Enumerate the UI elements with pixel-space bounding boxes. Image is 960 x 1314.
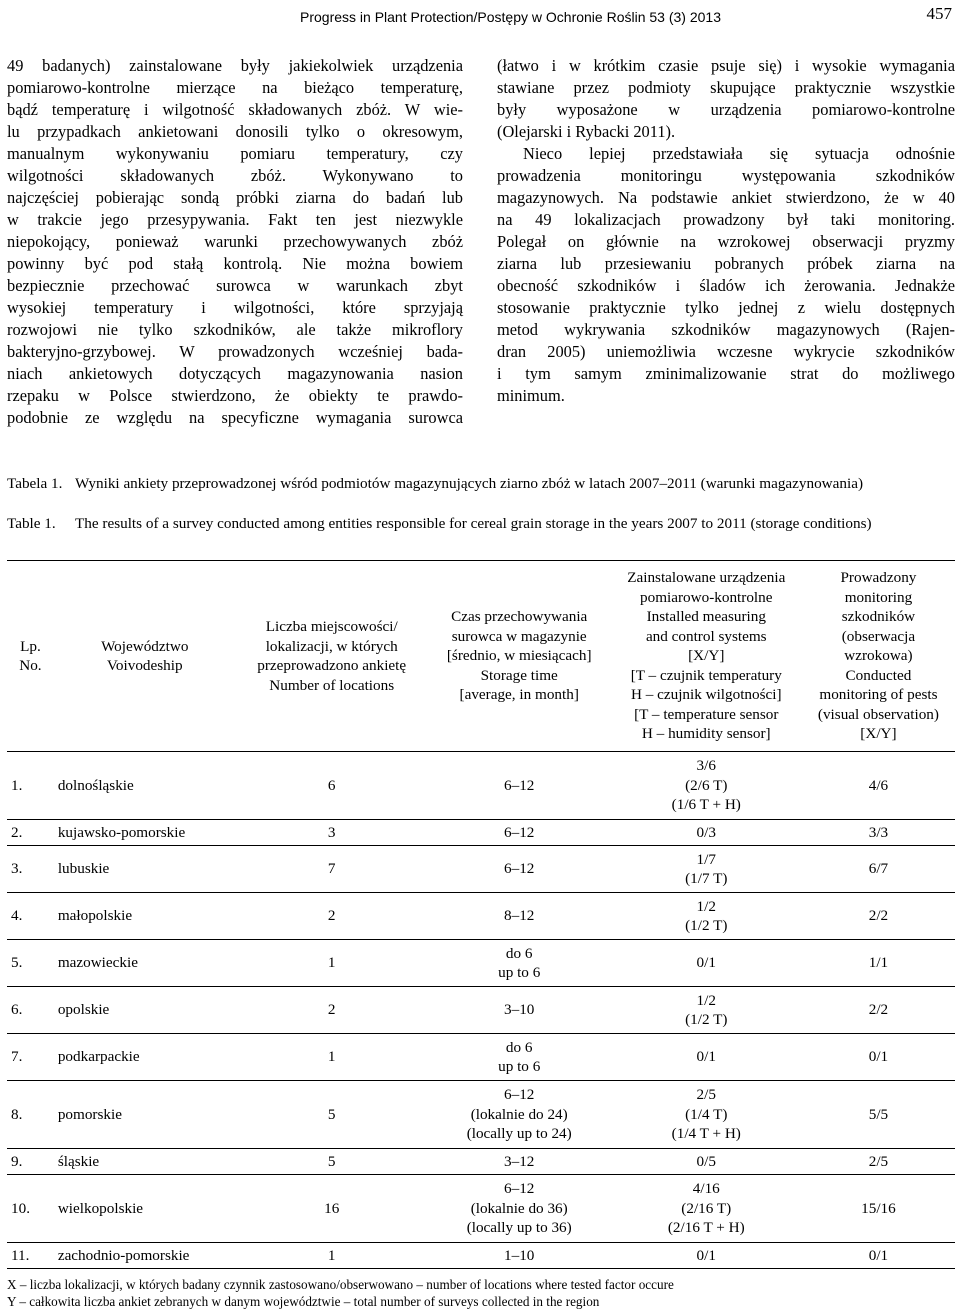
text-line: (łatwo i w krótkim czasie psuje się) i wysokie wymagania bbox=[497, 56, 955, 75]
header-line: lokalizacji, w których bbox=[265, 637, 398, 655]
header-line: [T – czujnik temperatury bbox=[630, 666, 782, 684]
cell-installed-line: 0/1 bbox=[696, 1048, 716, 1066]
cell-locations: 16 bbox=[324, 1199, 340, 1217]
header-locations bbox=[236, 561, 428, 752]
text-line: minimum. bbox=[497, 386, 565, 405]
cell-storage-time-line: 6–12 bbox=[504, 1086, 535, 1104]
text-line: manualnym wykonywaniu pomiaru temperatury, czy bbox=[7, 144, 463, 163]
text-line: rozwojowi nie tylko szkodników, ale także mikroflory bbox=[7, 320, 463, 339]
cell-voivodeship: dolnośląskie bbox=[57, 776, 134, 794]
table-row bbox=[7, 1175, 955, 1243]
cell-lp: 11. bbox=[11, 1246, 30, 1264]
text-line: metod wykrywania szkodników magazynowych (Rajen- bbox=[497, 320, 955, 339]
cell-installed bbox=[611, 1081, 802, 1149]
text-line: rzepaku w Polsce stwierdzono, że obiekty te prawdo- bbox=[7, 386, 463, 405]
header-line: [średnio, w miesiącach] bbox=[446, 647, 592, 665]
text-line: na 49 lokalizacjach prowadzony był taki monitoring. bbox=[497, 210, 955, 229]
table-row bbox=[7, 1243, 955, 1269]
cell-installed-line: (1/7 T) bbox=[685, 870, 728, 887]
header-line: Number of locations bbox=[269, 676, 395, 694]
cell-storage-time-line: 8–12 bbox=[504, 907, 535, 925]
cell-installed bbox=[611, 820, 802, 846]
cell-installed bbox=[611, 1175, 802, 1243]
cell-storage-time bbox=[428, 940, 611, 987]
text-line: bądź temperaturę i wilgotność składowanych zbóż. W wie- bbox=[7, 100, 463, 119]
table-row bbox=[7, 940, 955, 987]
cell-installed-line: 1/2 bbox=[696, 897, 716, 915]
cell-lp: 3. bbox=[11, 860, 23, 878]
header-lp bbox=[7, 561, 54, 752]
cell-lp: 2. bbox=[11, 823, 23, 841]
cell-monitoring: 5/5 bbox=[868, 1105, 889, 1123]
cell-installed-line: 1/7 bbox=[696, 850, 716, 868]
cell-lp: 5. bbox=[11, 954, 23, 972]
cell-storage-time-line: 6–12 bbox=[504, 1180, 535, 1198]
cell-installed-line: 0/1 bbox=[696, 1246, 716, 1264]
cell-storage-time-line: 6–12 bbox=[504, 776, 535, 794]
cell-storage-time-line: do 6 bbox=[505, 944, 533, 962]
text-line: najczęściej pobierając sondą próbki ziarna do badań lub bbox=[7, 188, 463, 207]
text-line: bakteryjno-grzybowej. W prowadzonych wcześniej bada- bbox=[7, 342, 463, 361]
header-line: surowca w magazynie bbox=[451, 627, 587, 645]
cell-monitoring: 0/1 bbox=[868, 1246, 889, 1264]
text-line: stawiane przez podmioty skupujące praktycznie wszystkie bbox=[497, 78, 955, 97]
cell-installed bbox=[611, 1243, 802, 1269]
cell-monitoring: 2/2 bbox=[868, 1001, 889, 1019]
cell-monitoring: 2/5 bbox=[868, 1152, 889, 1170]
cell-lp: 8. bbox=[11, 1105, 23, 1123]
note-x: X – liczba lokalizacji, w których badany czynnik zastosowano/obserwowano – number of locations where tested factor occure bbox=[7, 1277, 674, 1292]
cell-installed bbox=[611, 846, 802, 893]
cell-storage-time bbox=[428, 820, 611, 846]
cell-installed-line: (2/6 T) bbox=[685, 776, 728, 794]
cell-storage-time bbox=[428, 1149, 611, 1175]
cell-storage-time-line: do 6 bbox=[505, 1038, 533, 1056]
cell-installed-line: (1/2 T) bbox=[685, 917, 728, 934]
cell-locations: 1 bbox=[327, 1048, 336, 1066]
header-line: Conducted bbox=[845, 666, 912, 684]
text-line: (Olejarski i Rybacki 2011). bbox=[497, 122, 676, 141]
text-line: były wyposażone w urządzenia pomiarowo-kontrolne bbox=[497, 100, 955, 119]
text-line: bezpiecznie przechować surowca w warunkach zbyt bbox=[7, 276, 463, 295]
text-line: i tym samym zminimalizowanie strat do możliwego bbox=[497, 364, 955, 383]
cell-storage-time bbox=[428, 752, 611, 820]
text-line: wysokiej temperatury i wilgotności, które sprzyjają bbox=[7, 298, 463, 317]
header-line: H – humidity sensor] bbox=[641, 725, 771, 743]
header-line: Województwo bbox=[101, 637, 189, 655]
cell-storage-time-line: 1–10 bbox=[504, 1246, 535, 1264]
cell-installed-line: 0/1 bbox=[696, 954, 716, 972]
header-line: (visual observation) bbox=[817, 705, 939, 723]
cell-locations: 2 bbox=[327, 1001, 336, 1019]
header-line: Czas przechowywania bbox=[451, 608, 588, 626]
text-line: Polegał on głównie na wzrokowej obserwacji pryzmy bbox=[497, 232, 955, 251]
cell-monitoring: 3/3 bbox=[868, 823, 889, 841]
cell-monitoring: 15/16 bbox=[861, 1199, 896, 1217]
text-line: Nieco lepiej przedstawiała się sytuacja odnośnie bbox=[523, 144, 955, 163]
cell-voivodeship: lubuskie bbox=[57, 860, 110, 878]
cell-voivodeship: podkarpackie bbox=[57, 1048, 140, 1066]
header-line: pomiarowo-kontrolne bbox=[640, 588, 773, 606]
header-monitoring bbox=[802, 561, 955, 752]
text-line: niepokojący, ponieważ warunki przechowywanych zbóż bbox=[7, 232, 463, 251]
header-line: Prowadzony bbox=[840, 569, 917, 587]
table-row bbox=[7, 1034, 955, 1081]
cell-installed bbox=[611, 893, 802, 940]
text-line: wilgotności składowanych zbóż. Wykonywano to bbox=[7, 166, 463, 185]
header-line: No. bbox=[19, 657, 42, 674]
cell-storage-time-line: up to 6 bbox=[498, 964, 541, 981]
cell-storage-time bbox=[428, 846, 611, 893]
cell-installed bbox=[611, 940, 802, 987]
text-line: w trakcie jego przesypywania. Fakt ten jest niezwykle bbox=[7, 210, 463, 229]
cell-lp: 4. bbox=[11, 907, 23, 925]
cell-monitoring: 0/1 bbox=[868, 1048, 889, 1066]
cell-voivodeship: kujawsko-pomorskie bbox=[57, 823, 186, 841]
table-body bbox=[7, 752, 955, 1269]
cell-voivodeship: zachodnio-pomorskie bbox=[57, 1246, 190, 1264]
table-header-row bbox=[7, 561, 955, 752]
cell-lp: 1. bbox=[11, 776, 23, 794]
text-line: powinny być pod stałą kontrolą. Nie można bowiem bbox=[7, 254, 463, 273]
text-line: niach ankietowych dotyczących magazynowania nasion bbox=[7, 364, 463, 383]
caption-text-en: The results of a survey conducted among entities responsible for cereal grain storage in the years 2007 to 2011 (storage conditions) bbox=[75, 515, 872, 532]
cell-installed-line: (1/4 T) bbox=[685, 1105, 728, 1123]
cell-locations: 7 bbox=[327, 860, 336, 878]
header-line: [X/Y] bbox=[860, 725, 897, 743]
header-line: monitoring of pests bbox=[819, 686, 938, 704]
cell-storage-time-line: (locally up to 36) bbox=[466, 1219, 572, 1237]
results-table bbox=[7, 560, 955, 1269]
header-line: Voivodeship bbox=[106, 657, 183, 674]
cell-storage-time bbox=[428, 893, 611, 940]
cell-lp: 9. bbox=[11, 1152, 23, 1170]
table-notes bbox=[7, 1276, 957, 1310]
cell-installed-line: 0/5 bbox=[696, 1152, 716, 1170]
header-voivodeship bbox=[54, 561, 236, 752]
page-header bbox=[0, 4, 960, 28]
text-line: 49 badanych) zainstalowane były jakiekolwiek urządzenia bbox=[7, 56, 463, 75]
table-caption-en bbox=[7, 514, 957, 533]
cell-installed-line: 0/3 bbox=[696, 823, 716, 841]
caption-label-en: Table 1. bbox=[7, 515, 56, 532]
cell-storage-time-line: (locally up to 24) bbox=[466, 1125, 572, 1143]
text-line: magazynowych. Na podstawie ankiet stwierdzono, że w 40 bbox=[497, 188, 955, 207]
cell-storage-time-line: 6–12 bbox=[504, 860, 535, 878]
cell-installed-line: (2/16 T) bbox=[681, 1199, 732, 1217]
cell-installed bbox=[611, 987, 802, 1034]
left-column bbox=[7, 55, 463, 429]
cell-installed bbox=[611, 1034, 802, 1081]
header-line: (obserwacja bbox=[841, 627, 916, 645]
cell-installed bbox=[611, 752, 802, 820]
cell-installed-line: 2/5 bbox=[696, 1086, 716, 1104]
text-line: prowadzenia monitoringu występowania szkodników bbox=[497, 166, 955, 185]
cell-monitoring: 6/7 bbox=[868, 860, 889, 878]
text-line: dran 2005) uniemożliwia wczesne wykrycie szkodników bbox=[497, 342, 955, 361]
cell-lp: 10. bbox=[11, 1199, 30, 1217]
header-line: Zainstalowane urządzenia bbox=[627, 569, 786, 587]
cell-voivodeship: śląskie bbox=[57, 1152, 100, 1170]
header-line: Liczba miejscowości/ bbox=[265, 618, 398, 635]
header-line: [T – temperature sensor bbox=[634, 705, 779, 723]
cell-storage-time-line: 6–12 bbox=[504, 823, 535, 841]
cell-installed-line: (1/4 T + H) bbox=[671, 1125, 741, 1143]
table-row bbox=[7, 846, 955, 893]
text-line: obecność szkodników i śladów ich żerowania. Jednakże bbox=[497, 276, 955, 295]
text-line: lu przypadkach ankietowani donosili tylko o okresowym, bbox=[7, 122, 463, 141]
text-line: ziarna lub przesiewaniu pobranych próbek ziarna na bbox=[497, 254, 955, 273]
page-number: 457 bbox=[926, 4, 952, 23]
caption-label-pl: Tabela 1. bbox=[7, 475, 63, 492]
cell-installed-line: 3/6 bbox=[696, 757, 716, 775]
cell-storage-time bbox=[428, 1175, 611, 1243]
header-line: wzrokowa) bbox=[844, 647, 913, 665]
cell-voivodeship: małopolskie bbox=[57, 907, 133, 925]
cell-lp: 6. bbox=[11, 1001, 23, 1019]
cell-storage-time-line: 3–10 bbox=[504, 1001, 535, 1019]
note-y: Y – całkowita liczba ankiet zebranych w danym województwie – total number of surveys collected in the region bbox=[7, 1294, 600, 1309]
cell-monitoring: 1/1 bbox=[868, 954, 889, 972]
cell-storage-time bbox=[428, 987, 611, 1034]
cell-voivodeship: wielkopolskie bbox=[57, 1199, 144, 1217]
header-storage-time bbox=[428, 561, 611, 752]
cell-storage-time-line: 3–12 bbox=[504, 1152, 535, 1170]
journal-title: Progress in Plant Protection/Postępy w Ochronie Roślin 53 (3) 2013 bbox=[300, 9, 721, 25]
cell-storage-time bbox=[428, 1243, 611, 1269]
cell-storage-time-line: (lokalnie do 24) bbox=[470, 1105, 568, 1123]
cell-installed-line: 4/16 bbox=[692, 1180, 720, 1198]
header-line: [average, in month] bbox=[459, 686, 579, 704]
cell-voivodeship: pomorskie bbox=[57, 1105, 122, 1123]
text-line: podobnie ze względu na specyficzne wymagania surowca bbox=[7, 408, 463, 427]
table-row bbox=[7, 987, 955, 1034]
cell-locations: 1 bbox=[327, 954, 336, 972]
cell-installed bbox=[611, 1149, 802, 1175]
header-line: H – czujnik wilgotności] bbox=[630, 686, 782, 704]
cell-locations: 5 bbox=[327, 1105, 336, 1123]
header-line: Lp. bbox=[20, 637, 41, 655]
cell-voivodeship: mazowieckie bbox=[57, 954, 138, 972]
cell-locations: 6 bbox=[327, 776, 336, 794]
text-line: stosowanie praktycznie tylko jednej z wielu dostępnych bbox=[497, 298, 955, 317]
header-line: przeprowadzono ankietę bbox=[257, 657, 407, 674]
cell-voivodeship: opolskie bbox=[57, 1001, 110, 1019]
caption-text-pl: Wyniki ankiety przeprowadzonej wśród podmiotów magazynujących ziarno zbóż w latach 2007–2011 (warunki magazynowania) bbox=[75, 475, 864, 492]
cell-locations: 3 bbox=[327, 823, 336, 841]
cell-installed-line: 1/2 bbox=[696, 991, 716, 1009]
cell-locations: 5 bbox=[327, 1152, 336, 1170]
text-line: pomiarowo-kontrolne mierzące na bieżąco temperaturę, bbox=[7, 78, 463, 97]
cell-installed-line: (2/16 T + H) bbox=[667, 1219, 745, 1237]
header-line: and control systems bbox=[645, 627, 767, 645]
table-caption-pl bbox=[7, 474, 957, 493]
right-column bbox=[497, 55, 955, 407]
cell-installed-line: (1/2 T) bbox=[685, 1011, 728, 1028]
table-row bbox=[7, 1149, 955, 1175]
cell-monitoring: 4/6 bbox=[868, 776, 889, 794]
header-line: Installed measuring bbox=[646, 608, 766, 626]
cell-lp: 7. bbox=[11, 1048, 23, 1066]
cell-installed-line: (1/6 T + H) bbox=[671, 796, 741, 814]
header-installed-systems bbox=[611, 561, 802, 752]
cell-storage-time-line: (lokalnie do 36) bbox=[470, 1199, 568, 1217]
cell-storage-time bbox=[428, 1034, 611, 1081]
header-line: szkodników bbox=[841, 608, 916, 626]
table-row bbox=[7, 893, 955, 940]
cell-storage-time-line: up to 6 bbox=[498, 1058, 541, 1075]
table-row bbox=[7, 1081, 955, 1149]
header-line: [X/Y] bbox=[688, 647, 725, 665]
table-row bbox=[7, 820, 955, 846]
cell-monitoring: 2/2 bbox=[868, 907, 889, 925]
header-line: monitoring bbox=[844, 588, 913, 606]
header-line: Storage time bbox=[480, 666, 558, 684]
cell-storage-time bbox=[428, 1081, 611, 1149]
cell-locations: 2 bbox=[327, 907, 336, 925]
cell-locations: 1 bbox=[327, 1246, 336, 1264]
table-row bbox=[7, 752, 955, 820]
